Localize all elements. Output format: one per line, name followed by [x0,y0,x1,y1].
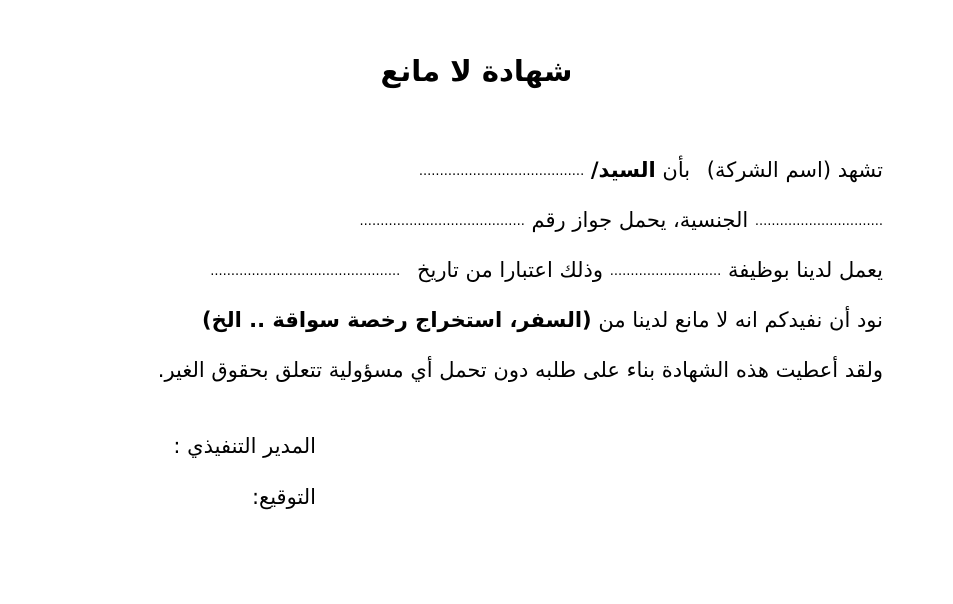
no-objection-line [202,305,883,335]
signature-label: التوقيع: [251,485,316,509]
bian-text: بأن [662,158,691,182]
mister-label: السيد/ [590,158,656,182]
manager-label: المدير التنفيذي : [173,434,316,458]
document-title: شهادة لا مانع [380,54,573,88]
job-text: يعمل لدينا بوظيفة [728,258,883,282]
name-blank: ........................................ [418,164,585,179]
nationality-line [360,205,883,237]
nationality-blank: ............................... [754,214,883,229]
liability-text: ولقد أعطيت هذه الشهادة بناء على طلبه دون تحمل أي مسؤولية تتعلق بحقوق الغير. [157,358,883,382]
liability-line [158,355,883,385]
job-line [210,255,883,287]
job-blank: ........................... [609,264,722,279]
date-blank: .............................................. [210,264,401,279]
purpose-text: (السفر، استخراج رخصة سواقة .. الخ) [202,308,592,332]
no-objection-text: نود أن نفيدكم انه لا مانع لدينا من [598,308,883,332]
date-text: وذلك اعتبارا من تاريخ [417,258,604,282]
nationality-text: الجنسية، يحمل جواز رقم [531,208,749,232]
passport-blank: ........................................ [359,214,525,229]
company-text: تشهد (اسم الشركة) [706,158,883,182]
company-line [419,155,883,187]
